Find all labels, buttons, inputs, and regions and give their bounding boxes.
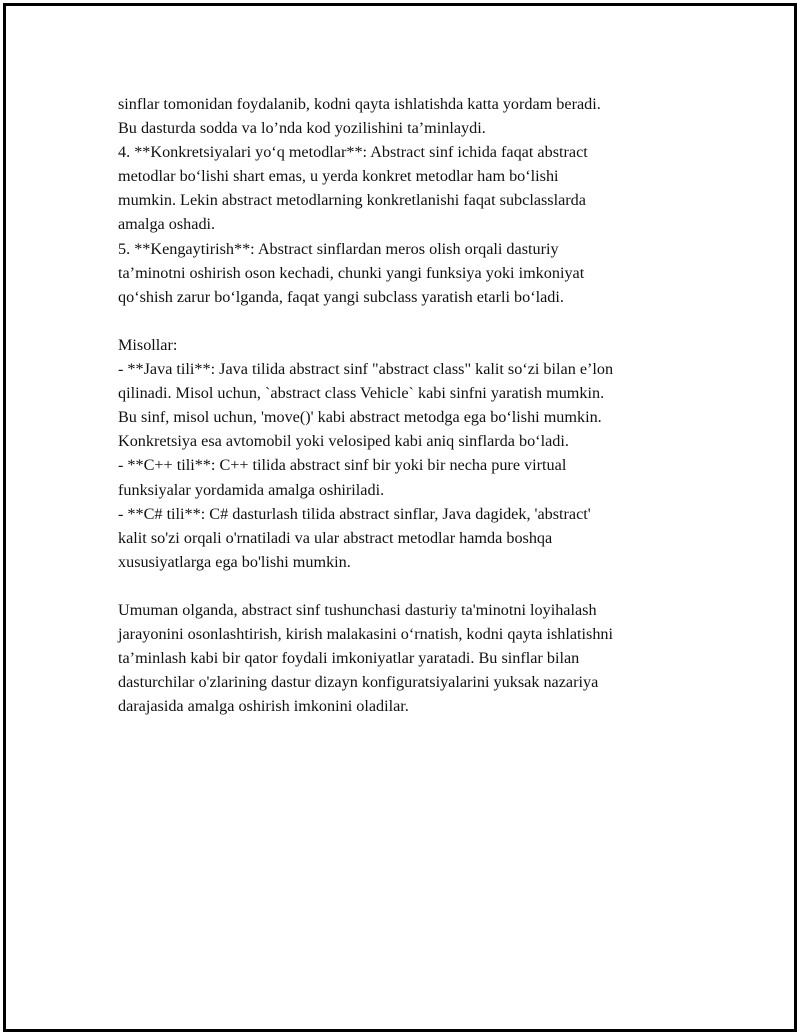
text-line: qo‘shish zarur bo‘lganda, faqat yangi subclass yaratish etarli bo‘ladi. [118,287,564,306]
text-line: Bu dasturda sodda va lo’nda kod yozilishini ta’minlaydi. [118,119,486,138]
text-line: darajasida amalga oshirish imkonini oladilar. [118,697,409,716]
text-line: - **C# tili**: C# dasturlash tilida abstract sinflar, Java dagidek, 'abstract' [118,504,591,523]
text-line: Umuman olganda, abstract sinf tushunchasi dasturiy ta'minotni loyihalash [118,600,597,619]
text-line: ta’minlash kabi bir qator foydali imkoniyatlar yaratadi. Bu sinflar bilan [118,649,580,668]
text-line: Konkretsiya esa avtomobil yoki velosiped kabi aniq sinflarda bo‘ladi. [118,432,569,451]
conclusion-paragraph [118,598,698,718]
text-line: 4. **Konkretsiyalari yo‘q metodlar**: Abstract sinf ichida faqat abstract [118,143,588,162]
text-line: funksiyalar yordamida amalga oshiriladi. [118,480,385,499]
paragraph-gap [118,574,698,598]
document-body [118,92,698,718]
examples-section [118,333,698,574]
section-heading: Misollar: [118,335,178,354]
text-line: amalga oshadi. [118,215,216,234]
text-line: jarayonini osonlashtirish, kirish malakasini o‘rnatish, kodni qayta ishlatishni [118,625,613,644]
paragraph-gap [118,309,698,333]
text-line: mumkin. Lekin abstract metodlarning konkretlanishi faqat subclasslarda [118,191,586,210]
text-line: Bu sinf, misol uchun, 'move()' kabi abstract metodga ega bo‘lishi mumkin. [118,408,602,427]
text-line: qilinadi. Misol uchun, `abstract class Vehicle` kabi sinfni yaratish mumkin. [118,384,605,403]
text-line: xususiyatlarga ega bo'lishi mumkin. [118,552,351,571]
paragraph-continuation-and-list [118,92,698,309]
text-line: - **Java tili**: Java tilida abstract sinf "abstract class" kalit so‘zi bilan e’lon [118,360,614,379]
text-line: - **C++ tili**: C++ tilida abstract sinf bir yoki bir necha pure virtual [118,456,567,475]
text-line: 5. **Kengaytirish**: Abstract sinflardan meros olish orqali dasturiy [118,239,559,258]
text-line: sinflar tomonidan foydalanib, kodni qayta ishlatishda katta yordam beradi. [118,95,601,113]
text-line: ta’minotni oshirish oson kechadi, chunki yangi funksiya yoki imkoniyat [118,263,585,282]
text-line: metodlar bo‘lishi shart emas, u yerda konkret metodlar ham bo‘lishi [118,167,559,186]
text-line: dasturchilar o'zlarining dastur dizayn konfiguratsiyalarini yuksak nazariya [118,673,599,692]
text-line: kalit so'zi orqali o'rnatiladi va ular abstract metodlar hamda boshqa [118,528,553,547]
